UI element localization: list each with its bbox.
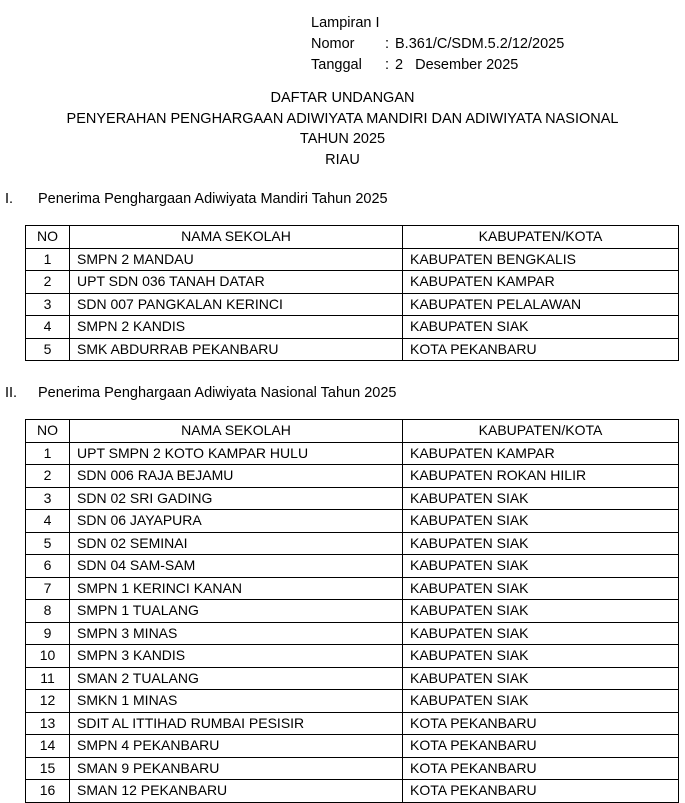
cell-no: 6: [26, 555, 70, 578]
attachment-row: [311, 13, 685, 34]
cell-school-name: SDN 06 JAYAPURA: [70, 510, 403, 533]
cell-region: KABUPATEN SIAK: [403, 510, 679, 533]
cell-region: KABUPATEN KAMPAR: [403, 271, 679, 294]
cell-no: 4: [26, 316, 70, 339]
cell-school-name: SMPN 1 KERINCI KANAN: [70, 577, 403, 600]
table-row: [26, 338, 679, 361]
header-school-name: NAMA SEKOLAH: [70, 226, 403, 249]
cell-region: KABUPATEN SIAK: [403, 690, 679, 713]
cell-no: 14: [26, 735, 70, 758]
section-2-heading: [0, 384, 685, 402]
section-2-title: Penerima Penghargaan Adiwiyata Nasional Tahun 2025: [38, 385, 397, 401]
number-label: Nomor: [311, 36, 355, 52]
number-separator: :: [385, 36, 390, 52]
cell-region: KABUPATEN SIAK: [403, 622, 679, 645]
date-label: Tanggal: [311, 57, 362, 73]
header-no: NO: [26, 226, 70, 249]
table-row: [26, 248, 679, 271]
table-2-body: [26, 442, 679, 802]
table-row: [26, 600, 679, 623]
table-1-wrapper: [0, 208, 685, 361]
cell-school-name: SMKN 1 MINAS: [70, 690, 403, 713]
cell-region: KABUPATEN KAMPAR: [403, 442, 679, 465]
cell-region: KOTA PEKANBARU: [403, 712, 679, 735]
table-row: [26, 487, 679, 510]
cell-school-name: SMK ABDURRAB PEKANBARU: [70, 338, 403, 361]
cell-region: KABUPATEN SIAK: [403, 555, 679, 578]
cell-no: 8: [26, 600, 70, 623]
cell-school-name: SDN 04 SAM-SAM: [70, 555, 403, 578]
table-row: [26, 293, 679, 316]
cell-school-name: SMPN 2 KANDIS: [70, 316, 403, 339]
cell-school-name: SMPN 3 MINAS: [70, 622, 403, 645]
cell-no: 11: [26, 667, 70, 690]
header-region: KABUPATEN/KOTA: [403, 226, 679, 249]
cell-no: 7: [26, 577, 70, 600]
section-1-numeral: I.: [5, 191, 14, 207]
cell-region: KABUPATEN SIAK: [403, 667, 679, 690]
table-row: [26, 780, 679, 803]
cell-no: 16: [26, 780, 70, 803]
letterhead-block: [0, 0, 685, 76]
table-row: [26, 645, 679, 668]
table-row: [26, 667, 679, 690]
cell-no: 1: [26, 442, 70, 465]
attachment-label: Lampiran I: [311, 15, 380, 31]
table-header-row: [26, 420, 679, 443]
section-adiwiyata-mandiri: [0, 170, 685, 361]
cell-region: KABUPATEN SIAK: [403, 645, 679, 668]
document-title: [0, 76, 685, 170]
cell-region: KABUPATEN SIAK: [403, 577, 679, 600]
cell-no: 15: [26, 757, 70, 780]
title-line-2: PENYERAHAN PENGHARGAAN ADIWIYATA MANDIRI DAN ADIWIYATA NASIONAL: [66, 110, 619, 127]
cell-region: KABUPATEN SIAK: [403, 532, 679, 555]
cell-region: KABUPATEN ROKAN HILIR: [403, 465, 679, 488]
cell-school-name: SDN 006 RAJA BEJAMU: [70, 465, 403, 488]
table-1-body: [26, 248, 679, 361]
cell-no: 10: [26, 645, 70, 668]
cell-no: 5: [26, 532, 70, 555]
table-2-wrapper: [0, 402, 685, 803]
title-line-1: DAFTAR UNDANGAN: [270, 90, 415, 106]
table-row: [26, 465, 679, 488]
section-adiwiyata-nasional: [0, 361, 685, 803]
cell-no: 3: [26, 293, 70, 316]
cell-region: KABUPATEN BENGKALIS: [403, 248, 679, 271]
cell-school-name: SMPN 1 TUALANG: [70, 600, 403, 623]
cell-school-name: SMPN 4 PEKANBARU: [70, 735, 403, 758]
cell-region: KABUPATEN SIAK: [403, 487, 679, 510]
table-row: [26, 532, 679, 555]
section-1-title: Penerima Penghargaan Adiwiyata Mandiri Tahun 2025: [38, 191, 388, 207]
cell-region: KOTA PEKANBARU: [403, 757, 679, 780]
cell-no: 5: [26, 338, 70, 361]
table-header-row: [26, 226, 679, 249]
number-value: B.361/C/SDM.5.2/12/2025: [395, 36, 565, 52]
date-value: 2 Desember 2025: [395, 57, 519, 73]
section-2-numeral: II.: [5, 385, 18, 401]
cell-no: 4: [26, 510, 70, 533]
date-separator: :: [385, 57, 390, 73]
table-adiwiyata-mandiri: [25, 225, 679, 361]
header-region: KABUPATEN/KOTA: [403, 420, 679, 443]
table-row: [26, 577, 679, 600]
table-row: [26, 442, 679, 465]
header-school-name: NAMA SEKOLAH: [70, 420, 403, 443]
table-row: [26, 690, 679, 713]
title-line-4: RIAU: [325, 151, 360, 168]
number-row: [311, 34, 685, 55]
cell-school-name: UPT SMPN 2 KOTO KAMPAR HULU: [70, 442, 403, 465]
date-row: [311, 55, 685, 76]
section-1-heading: [0, 190, 685, 208]
cell-no: 3: [26, 487, 70, 510]
cell-school-name: SMAN 12 PEKANBARU: [70, 780, 403, 803]
table-row: [26, 510, 679, 533]
table-row: [26, 316, 679, 339]
cell-region: KABUPATEN SIAK: [403, 316, 679, 339]
cell-no: 13: [26, 712, 70, 735]
cell-school-name: SMPN 2 MANDAU: [70, 248, 403, 271]
cell-school-name: SMAN 2 TUALANG: [70, 667, 403, 690]
header-no: NO: [26, 420, 70, 443]
cell-region: KABUPATEN PELALAWAN: [403, 293, 679, 316]
table-adiwiyata-nasional: [25, 419, 679, 803]
cell-school-name: SDN 007 PANGKALAN KERINCI: [70, 293, 403, 316]
cell-school-name: UPT SDN 036 TANAH DATAR: [70, 271, 403, 294]
title-line-3: TAHUN 2025: [299, 131, 386, 147]
cell-school-name: SDN 02 SEMINAI: [70, 532, 403, 555]
cell-no: 9: [26, 622, 70, 645]
cell-school-name: SMPN 3 KANDIS: [70, 645, 403, 668]
cell-no: 2: [26, 465, 70, 488]
cell-school-name: SDN 02 SRI GADING: [70, 487, 403, 510]
cell-no: 2: [26, 271, 70, 294]
table-row: [26, 555, 679, 578]
cell-school-name: SMAN 9 PEKANBARU: [70, 757, 403, 780]
cell-school-name: SDIT AL ITTIHAD RUMBAI PESISIR: [70, 712, 403, 735]
table-row: [26, 757, 679, 780]
cell-region: KOTA PEKANBARU: [403, 780, 679, 803]
table-row: [26, 735, 679, 758]
table-row: [26, 271, 679, 294]
cell-region: KOTA PEKANBARU: [403, 735, 679, 758]
cell-region: KOTA PEKANBARU: [403, 338, 679, 361]
cell-region: KABUPATEN SIAK: [403, 600, 679, 623]
table-row: [26, 622, 679, 645]
cell-no: 12: [26, 690, 70, 713]
cell-no: 1: [26, 248, 70, 271]
table-row: [26, 712, 679, 735]
